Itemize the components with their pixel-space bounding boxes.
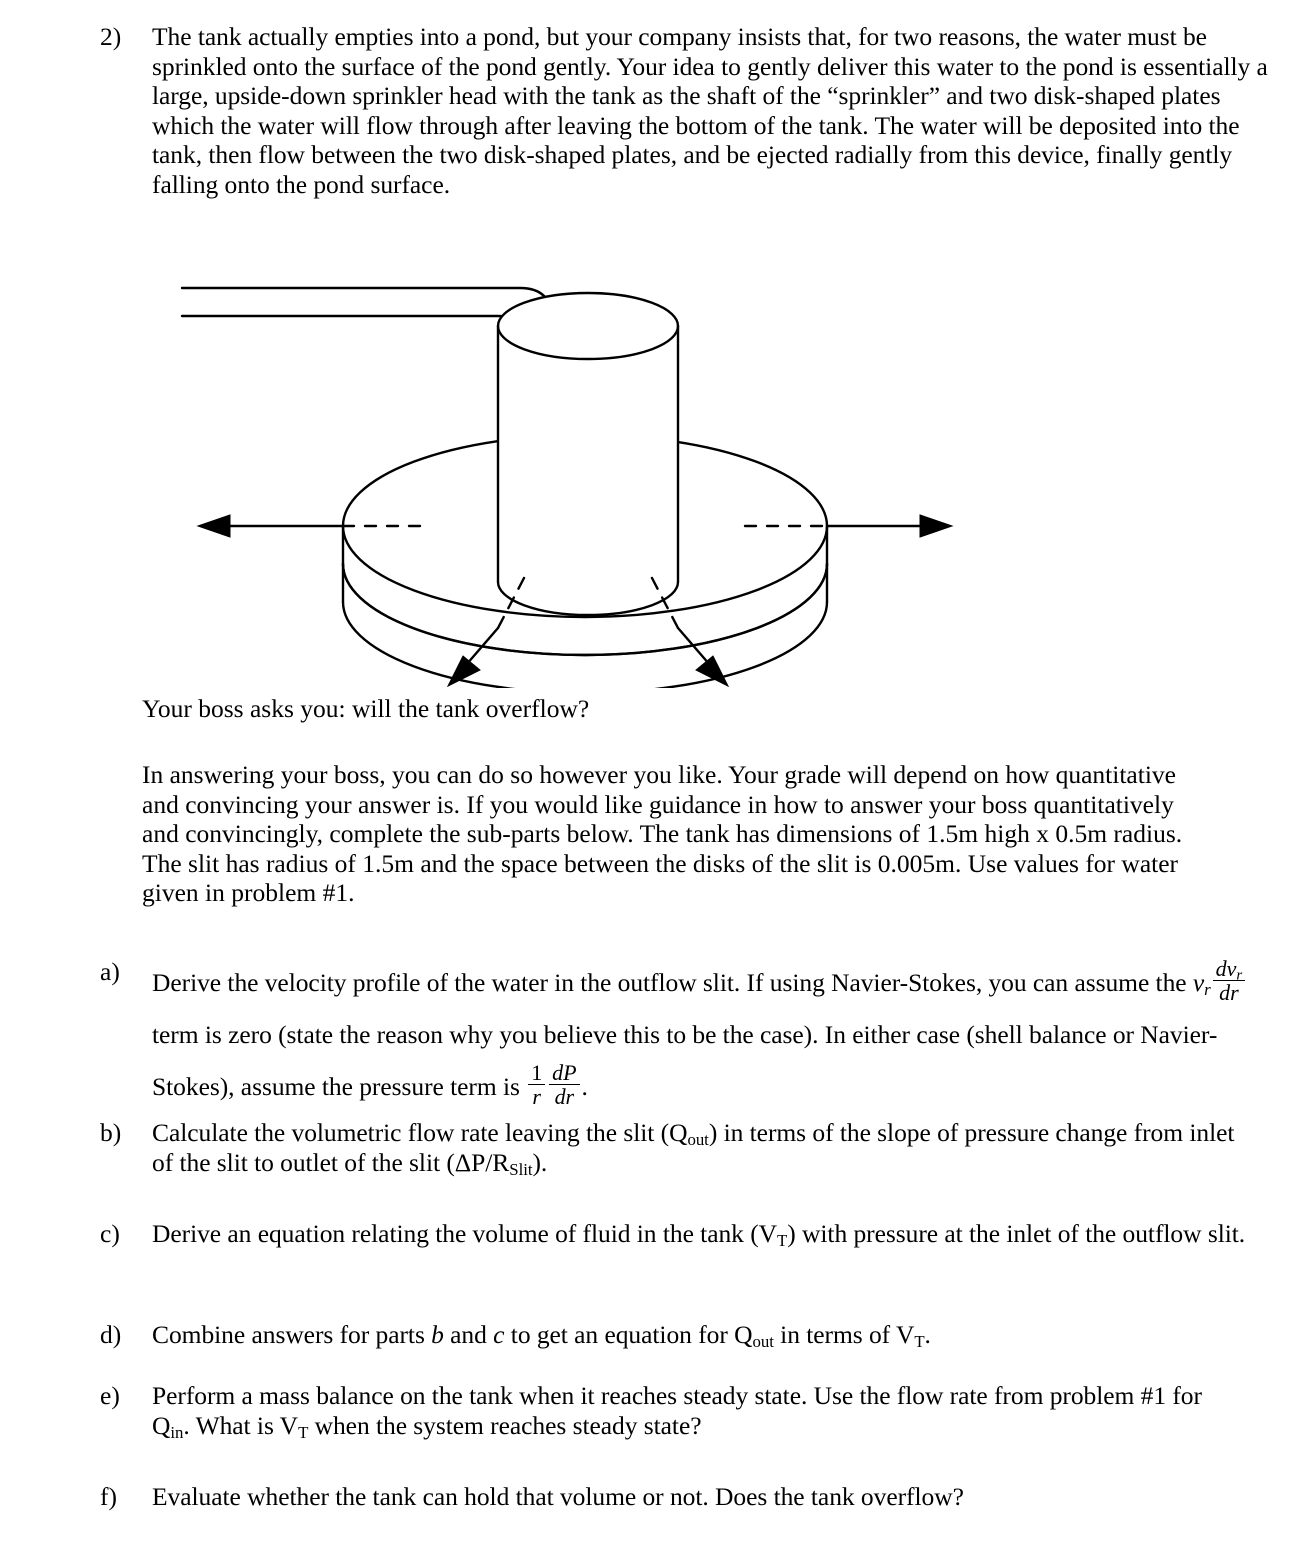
subpart-c-sub-t: T (777, 1231, 788, 1251)
subpart-b-sub-slit: Slit (509, 1159, 533, 1179)
subpart-d-marker: d) (100, 1320, 122, 1349)
subpart-e-sub-in: in (170, 1422, 184, 1442)
subpart-b-seg2: ) in terms of the slope of pressure change from inlet of the slit to outlet of the slit (ΔP/R (152, 1118, 1235, 1177)
subpart-e-seg3: when the system reaches steady state? (308, 1410, 702, 1440)
radial-arrow-right-head (920, 515, 952, 537)
subpart-a-seg2: term is zero (state the reason why you believe this to be the case). In either case (shell balance or Navier-Stokes), assume the pressure term is (152, 1020, 1218, 1102)
guidance-paragraph: In answering your boss, you can do so however you like. Your grade will depend on how quantitative and convincing your answer is. If you would like guidance in how to answer your boss quantitatively and convincingly, complete the sub-parts below. The tank has dimensions of 1.5m high x 0.5m radius. The slit has radius of 1.5m and the space between the disks of the slit is 0.005m. Use values for water given in problem #1. (142, 760, 1183, 907)
subpart-b-block (100, 1118, 1242, 1177)
fraction-denominator: dr (549, 1084, 579, 1108)
subpart-d-block (100, 1320, 1262, 1350)
inlet-pipe (182, 288, 552, 352)
subpart-b-marker: b) (100, 1118, 122, 1147)
fraction-denominator: r (528, 1084, 545, 1108)
subpart-d-sub-t: T (914, 1332, 925, 1352)
subpart-d-ref-b: b (431, 1320, 444, 1349)
subpart-d-text (152, 1320, 1262, 1350)
subpart-b-sub-out: out (687, 1130, 709, 1150)
fraction-numerator: 1 (531, 1060, 543, 1086)
subpart-c-marker: c) (100, 1219, 120, 1248)
subpart-a-text (152, 957, 1272, 1113)
subpart-d-seg5: . (924, 1320, 931, 1349)
subpart-c-seg1: Derive an equation relating the volume of fluid in the tank (V (152, 1219, 778, 1248)
problem-2-marker: 2) (100, 22, 122, 51)
fraction-numerator: dP (552, 1060, 577, 1086)
sprinkler-figure (180, 268, 970, 688)
subpart-a-marker: a) (100, 957, 120, 986)
boss-question: Your boss asks you: will the tank overflow? (142, 694, 590, 723)
subpart-d-seg2: and (443, 1320, 494, 1349)
subpart-e-seg1: Perform a mass balance on the tank when it reaches steady state. Use the flow rate from problem #1 for Q (152, 1381, 1202, 1440)
subpart-f-block (100, 1482, 1262, 1512)
subpart-b-seg3: ). (532, 1147, 548, 1177)
tank-cylinder (498, 293, 678, 615)
fraction-dvr-dr (1213, 957, 1245, 1005)
subpart-d-ref-c: c (493, 1320, 505, 1349)
subpart-c-block (100, 1219, 1262, 1249)
problem-2-text: The tank actually empties into a pond, but your company insists that, for two reasons, the water must be sprinkled onto the surface of the pond gently. Your idea to gently deliver this water to the pond is essentially a large, upside-down sprinkler head with the tank as the shaft of the “sprinkler” and two disk-shaped plates which the water will flow through after leaving the bottom of the tank. The water will be deposited into the tank, then flow between the two disk-shaped plates, and be ejected radially from this device, finally gently falling onto the pond surface. (152, 22, 1268, 199)
fraction-one-over-r (528, 1061, 545, 1109)
fraction-numerator: $dv_r$ (1215, 956, 1243, 984)
subpart-f-marker: f) (100, 1482, 117, 1511)
subpart-e-marker: e) (100, 1381, 120, 1410)
subpart-d-seg3: to get an equation for Q (504, 1320, 753, 1349)
subpart-d-sub-out: out (752, 1332, 774, 1352)
subpart-d-seg4: in terms of V (773, 1320, 915, 1349)
radial-arrow-left-head (198, 515, 230, 537)
subpart-a-var-vr: $v_r$ (1192, 968, 1211, 1000)
subpart-a-block (100, 957, 1272, 1113)
subpart-c-text (152, 1219, 1262, 1249)
subpart-b-text (152, 1118, 1242, 1177)
subpart-d-seg1: Combine answers for parts (152, 1320, 432, 1349)
subpart-e-sub-t: T (298, 1422, 309, 1442)
subpart-f-text: Evaluate whether the tank can hold that volume or not. Does the tank overflow? (152, 1482, 964, 1511)
problem-2-block (100, 22, 1272, 199)
subpart-e-block (100, 1381, 1242, 1440)
fraction-denominator: dr (1213, 980, 1245, 1004)
subpart-b-seg1: Calculate the volumetric flow rate leaving the slit (Q (152, 1118, 688, 1147)
subpart-c-seg2: ) with pressure at the inlet of the outflow slit. (787, 1219, 1246, 1248)
subpart-a-seg1: Derive the velocity profile of the water in the outflow slit. If using Navier-Stokes, you can assume the (152, 968, 1193, 998)
fraction-dP-dr (549, 1061, 579, 1109)
subpart-e-seg2: . What is V (183, 1410, 299, 1440)
subpart-e-text (152, 1381, 1242, 1440)
subpart-a-seg3: . (581, 1072, 588, 1102)
